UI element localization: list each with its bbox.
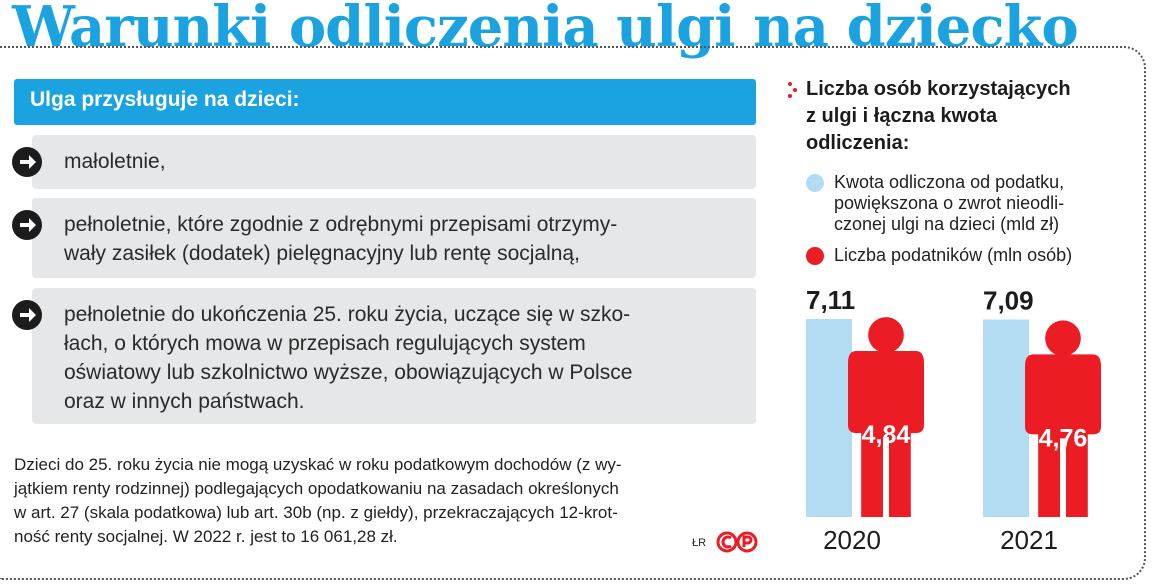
amount-bar-2021 bbox=[983, 320, 1029, 517]
category-label-2021: 2021 bbox=[1000, 525, 1058, 555]
amount-bar-2020 bbox=[806, 319, 852, 517]
chart-title-line: Liczba osób korzystających bbox=[806, 78, 1071, 100]
conditions-header: Ulga przysługuje na dzieci: bbox=[14, 79, 756, 125]
condition-line: łach, o których mowa w przepisach regulujących system bbox=[64, 332, 586, 355]
category-label-2020: 2020 bbox=[823, 525, 881, 555]
amount-value-label-2020: 7,11 bbox=[806, 284, 856, 315]
condition-line: oświatowy lub szkolnictwo wyższe, obowiązujących w Polsce bbox=[64, 361, 633, 384]
legend-line: Liczba podatników (mln osób) bbox=[834, 245, 1073, 265]
note-line: Dzieci do 25. roku życia nie mogą uzyskać w roku podatkowym dochodów (z wy- bbox=[14, 455, 622, 474]
condition-line: małoletnie, bbox=[64, 150, 166, 173]
legend-line: powiększona o zwrot nieodli- bbox=[834, 193, 1065, 213]
condition-line: pełnoletnie, które zgodnie z odrębnymi przepisami otrzymy- bbox=[64, 213, 618, 236]
condition-line: oraz w innych państwach. bbox=[64, 390, 305, 413]
taxpayers-figure-head-2020 bbox=[868, 317, 904, 353]
condition-line: wały zasiłek (dodatek) pielęgnacyjny lub rentę socjalną, bbox=[64, 242, 580, 265]
note-line: w art. 27 (skala podatkowa) lub art. 30b (np. z giełdy), przekraczających 12-krot- bbox=[14, 503, 618, 522]
amount-value-label-2021: 7,09 bbox=[983, 285, 1034, 316]
legend-line: czonej ulgi na dzieci (mld zł) bbox=[834, 214, 1060, 234]
taxpayers-figure-head-2021 bbox=[1045, 320, 1081, 356]
page-title: Warunki odliczenia ulgi na dziecko bbox=[12, 0, 1078, 60]
legend-line: Kwota odliczona od podatku, bbox=[834, 172, 1065, 192]
note-line: jątkiem renty rodzinnej) podlegających opodatkowaniu na zasadach określonych bbox=[14, 479, 619, 498]
chart-title-line: odliczenia: bbox=[806, 132, 910, 154]
taxpayers-value-label-2020: 4,84 bbox=[861, 421, 911, 450]
taxpayers-value-label-2021: 4,76 bbox=[1038, 424, 1088, 453]
chart-title-line: z ulgi i łączna kwota bbox=[806, 105, 998, 127]
condition-line: pełnoletnie do ukończenia 25. roku życia, uczące się w szko- bbox=[64, 303, 631, 326]
note-line: ność renty socjalnej. W 2022 r. jest to 16 061,28 zł. bbox=[14, 527, 398, 546]
author-credit: ŁR bbox=[692, 537, 707, 549]
